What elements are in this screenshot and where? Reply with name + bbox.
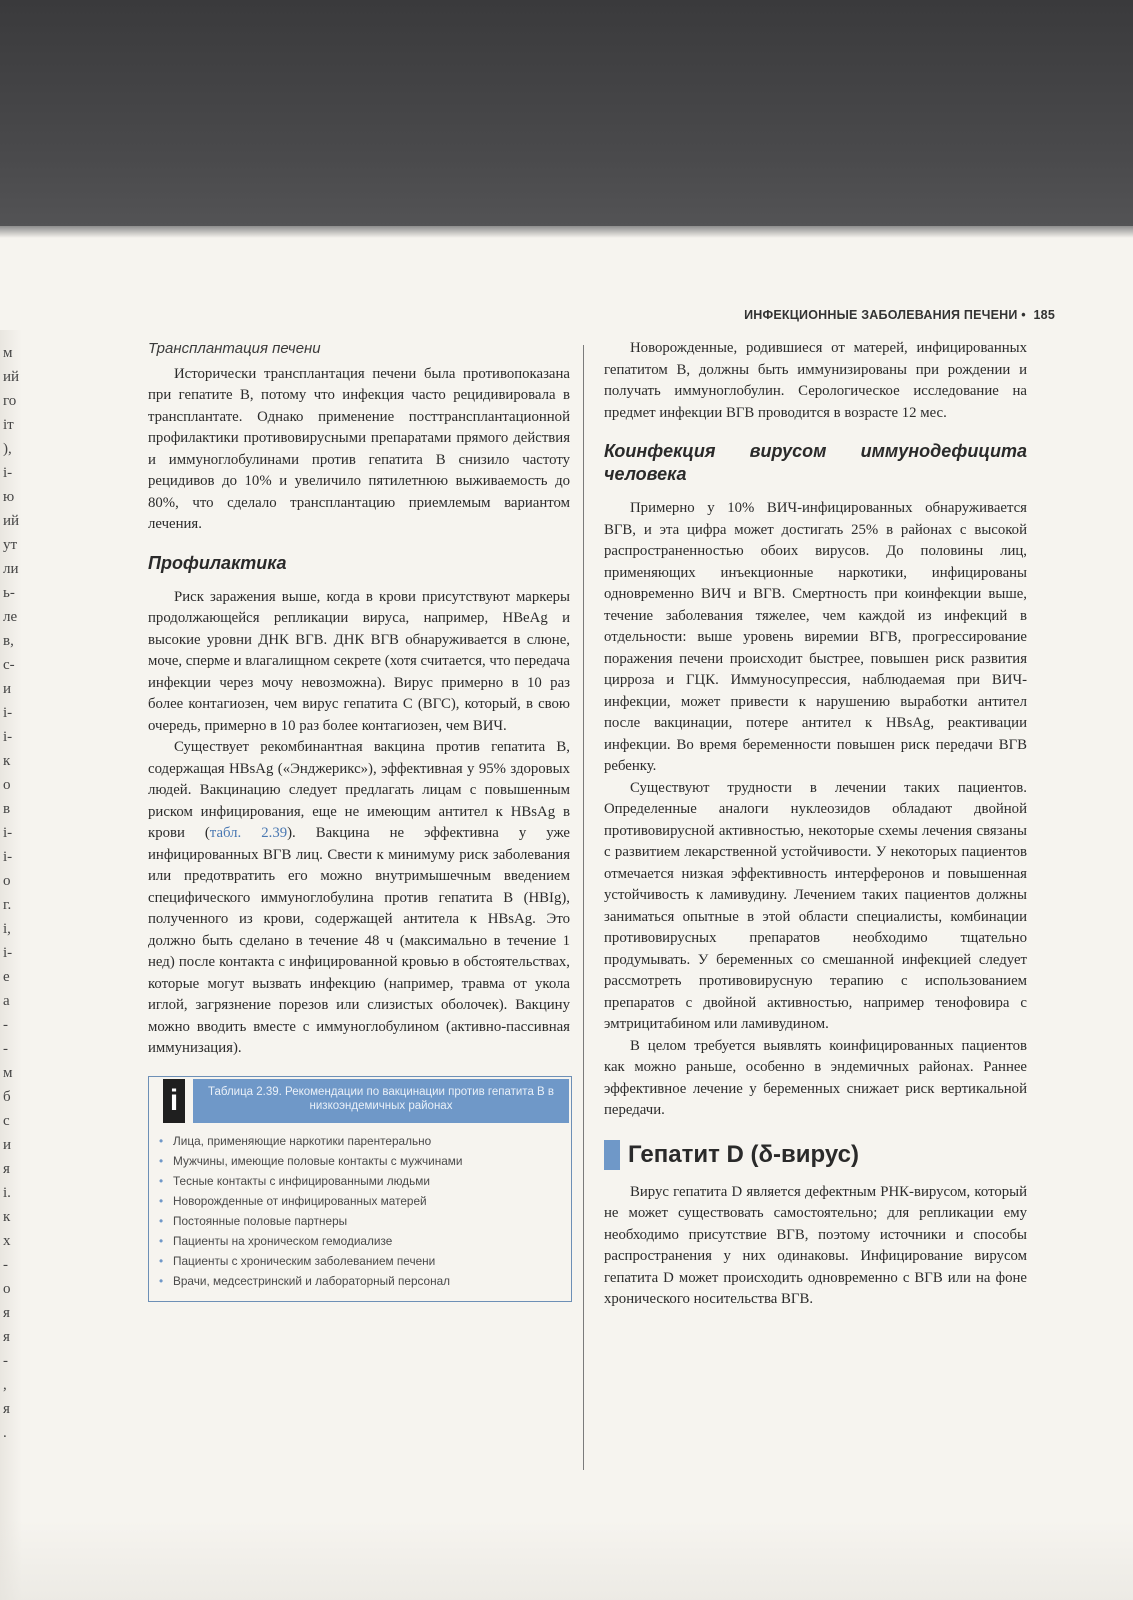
prevention-paragraph-2-end: ). Вакцина не эффективна у уже инфицированных ВГВ лиц. Свести к минимуму риск заболевания или предотвратить его можно внутримышечным введением специфического иммуноглобулина против гепатита B (HBIg), полученного из крови, содержащей антитела к HBsAg. Это должно быть сделано в течение 48 ч (максимально в течение 1 нед) после контакта с инфицированной кровью в обстоятельствах, которые могут вызвать инфекцию (например, травма от укола иглой, загрязнение порезов или слизистых оболочек). Вакцину можно вводить вместе с иммуноглобулином (активно-пассивная иммунизация). — [148, 825, 570, 1056]
facing-page-fragment: іт — [3, 417, 14, 433]
facing-page-fragment: і. — [3, 1185, 11, 1201]
facing-page-fragment: б — [3, 1089, 11, 1105]
hiv-coinfection-heading: Коинфекция вирусом иммунодефицита человека — [604, 441, 1027, 484]
facing-page-fragment: г. — [3, 897, 12, 913]
facing-page-fragment: о — [3, 873, 11, 889]
facing-page-fragment: , — [3, 1377, 7, 1393]
facing-page-fragment: ий — [3, 369, 20, 385]
running-header-title: ИНФЕКЦИОННЫЕ ЗАБОЛЕВАНИЯ ПЕЧЕНИ — [744, 308, 1018, 322]
facing-page-fragment: і- — [3, 705, 13, 721]
list-item: • Постоянные половые партнеры — [159, 1211, 563, 1231]
facing-page-fragment: я — [3, 1401, 10, 1417]
facing-page-fragment: і- — [3, 465, 13, 481]
list-item: • Пациенты с хроническим заболеванием печени — [159, 1251, 563, 1271]
table-header — [149, 1077, 571, 1125]
prevention-paragraph-2-start: Существует рекомбинантная вакцина против гепатита B, содержащая HBsAg («Энджерикс»), эффективная у 95% здоровых людей. Вакцинацию следует предлагать лицам с повышенным риском инфицирования, еще не имеющим антител к HBsAg в крови ( — [148, 739, 570, 841]
facing-page-fragment: в — [3, 801, 11, 817]
scan-bottom-shade — [0, 1520, 1133, 1600]
list-item: • Мужчины, имеющие половые контакты с мужчинами — [159, 1151, 563, 1171]
facing-page-fragment: ут — [3, 537, 18, 553]
right-column — [604, 338, 1027, 1311]
facing-page-fragment: - — [3, 1257, 8, 1273]
facing-page-fragment: я — [3, 1305, 10, 1321]
facing-page-fragment: . — [3, 1425, 7, 1441]
facing-page-fragment: ий — [3, 513, 20, 529]
facing-page-fragment: и — [3, 681, 12, 697]
prevention-paragraph-2 — [148, 737, 570, 1060]
facing-page-fragment: о — [3, 1281, 11, 1297]
facing-page-fragment: е — [3, 969, 10, 985]
section-marker — [604, 1140, 620, 1170]
facing-page-fragment: а — [3, 993, 10, 1009]
facing-page-fragment: к — [3, 753, 11, 769]
hepatitis-d-section-header — [604, 1140, 1027, 1170]
facing-page-fragment: і- — [3, 729, 13, 745]
facing-page-fragment: го — [3, 393, 17, 409]
vaccination-table — [148, 1076, 572, 1302]
prevention-heading: Профилактика — [148, 552, 287, 573]
facing-page-fragment: с — [3, 1113, 10, 1129]
facing-page-fragment: я — [3, 1329, 10, 1345]
list-item: • Тесные контакты с инфицированными людьми — [159, 1171, 563, 1191]
list-item: • Новорожденные от инфицированных матерей — [159, 1191, 563, 1211]
facing-page-fragment: ь- — [3, 585, 15, 601]
facing-page-fragment: к — [3, 1209, 11, 1225]
page-number: 185 — [1033, 308, 1055, 322]
hiv-paragraph-3: В целом требуется выявлять коинфицированных пациентов как можно раньше, особенно в эндемичных районах. Раннее эффективное лечение у беременных снижает риск вертикальной передачи. — [604, 1037, 1027, 1118]
facing-page-fragment: ли — [3, 561, 19, 577]
facing-page-fragment: - — [3, 1017, 8, 1033]
list-item: • Пациенты на хроническом гемодиализе — [159, 1231, 563, 1251]
transplant-paragraph: Исторически трансплантация печени была противопоказана при гепатите B, потому что инфекция часто рецидивировала в трансплантате. Однако применение посттрансплантационной профилактики противовирусными препаратами прямого действия и иммуноглобулинами против гепатита B снизило частоту рецидивов до 10% и увеличило пятилетнюю выживаемость до 80%, что сделало трансплантацию приемлемым вариантом лечения. — [148, 365, 570, 532]
prevention-paragraph-1: Риск заражения выше, когда в крови присутствуют маркеры продолжающейся репликации вируса, например, HBeAg и высокие уровни ДНК ВГВ. ДНК ВГВ обнаруживается в слюне, моче, сперме и влагалищном секрете (хотя считается, что передача инфекции через мочу невозможна). Вирус примерно в 10 раз более контагиозен, чем вирус гепатита C (ВГС), который, в свою очередь, примерно в 10 раз более контагиозен, чем ВИЧ. — [148, 588, 570, 734]
hiv-paragraph-2: Существуют трудности в лечении таких пациентов. Определенные аналоги нуклеозидов обладают двойной противовирусной активностью, некоторые схемы лечения связаны с развитием лекарственной устойчивости. У некоторых пациентов отмечается низкая эффективность интерферонов и повышенная устойчивость к ламивудину. Лечением таких пациентов должны заниматься опытные в этой области специалисты, комбинации противовирусных препаратов необходимо тщательно продумывать. У беременных со смешанной инфекцией следует рассмотреть противовирусную терапию с использованием препаратов с двойной активностью, например тенофовира с эмтрицитабином или ламивудином. — [604, 779, 1027, 1032]
hepatitis-d-heading: Гепатит D (δ-вирус) — [628, 1140, 859, 1168]
list-item: • Лица, применяющие наркотики парентерально — [159, 1131, 563, 1151]
facing-page-fragment: и — [3, 1137, 12, 1153]
scan-dark-band — [0, 0, 1133, 226]
hepatitis-d-paragraph: Вирус гепатита D является дефектным РНК-вирусом, который не может существовать самостоятельно; для репликации ему необходимо присутствие ВГВ, поэтому источники и способы распространения у них одинаковы. Инфицирование вирусом гепатита D может происходить одновременно с ВГВ или на фоне хронического носительства ВГВ. — [604, 1183, 1027, 1307]
left-column — [148, 338, 570, 1302]
facing-page-fragment: і- — [3, 825, 13, 841]
table-list — [149, 1125, 571, 1301]
hiv-paragraph-1: Примерно у 10% ВИЧ-инфицированных обнаруживается ВГВ, и эта цифра может достигать 25% в районах с высокой распространенностью обоих вирусов. До половины лиц, применяющих инъекционные наркотики, инфицированы одновременно ВИЧ и ВГВ. Смертность при коинфекции выше, течение заболевания тяжелее, чем каждой из инфекций в отдельности: выше уровень виремии ВГВ, прогрессирование поражения печени происходит быстрее, повышен риск развития цирроза и ГЦК. Иммуносупрессия, наблюдаемая при ВИЧ-инфекции, может привести к нарушению выработки антител после вакцинации, потере антител к HBsAg, реактивации инфекции. Во время беременности повышен риск передачи ВГВ ребенку. — [604, 500, 1027, 774]
facing-page-fragment: о — [3, 777, 11, 793]
list-item: • Врачи, медсестринский и лабораторный персонал — [159, 1271, 563, 1291]
facing-page-fragment: с- — [3, 657, 15, 673]
info-icon: i — [163, 1079, 185, 1123]
facing-page-fragment: в, — [3, 633, 14, 649]
table-title: Таблица 2.39. Рекомендации по вакцинации против гепатита B в низкоэндемичных районах — [193, 1079, 569, 1123]
newborn-paragraph: Новорожденные, родившиеся от матерей, инфицированных гепатитом B, должны быть иммунизированы при рождении и получать иммуноглобулин. Серологическое исследование на предмет инфекции ВГВ проводится в возрасте 12 мес. — [604, 340, 1027, 421]
running-header-separator: • — [1021, 308, 1026, 322]
facing-page-fragment: і, — [3, 921, 11, 937]
table-reference-link: табл. 2.39 — [209, 825, 288, 841]
facing-page-fragment: я — [3, 1161, 10, 1177]
facing-page-fragment: ), — [3, 441, 12, 457]
running-header — [600, 308, 1055, 322]
facing-page-fragment: м — [3, 345, 13, 361]
facing-page-fragment: м — [3, 1065, 13, 1081]
facing-page-fragment: - — [3, 1353, 8, 1369]
facing-page-fragment: ю — [3, 489, 15, 505]
facing-page-fragment: х — [3, 1233, 11, 1249]
facing-page-fragment: ле — [3, 609, 18, 625]
facing-page-fragment: і- — [3, 849, 13, 865]
transplant-subheading: Трансплантация печени — [148, 340, 321, 357]
facing-page-fragment: і- — [3, 945, 13, 961]
scan-shadow-edge — [0, 226, 1133, 238]
column-divider — [583, 345, 584, 1470]
facing-page-fragment: - — [3, 1041, 8, 1057]
